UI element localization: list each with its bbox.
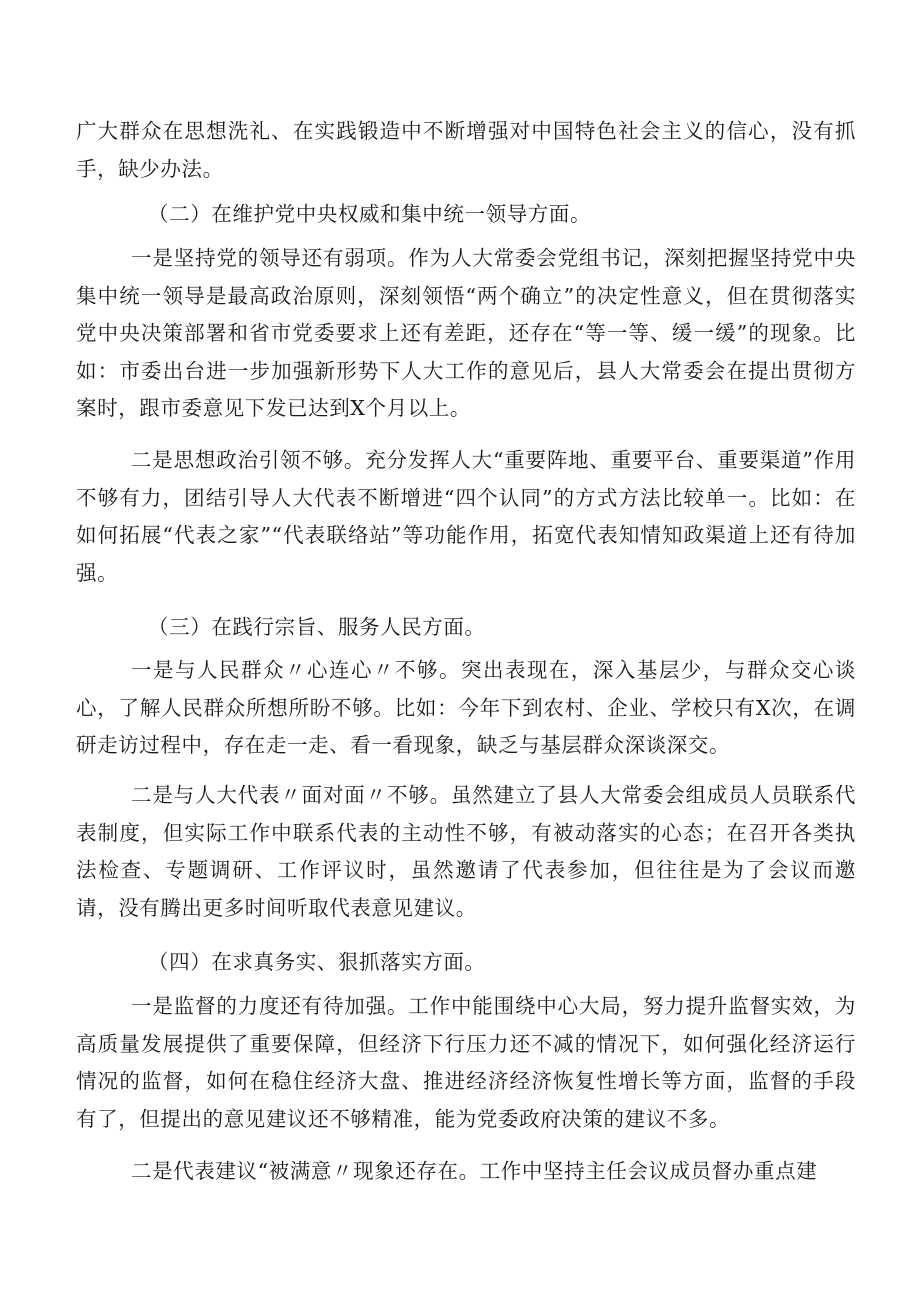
paragraph-supervision: 一是监督的力度还有待加强。工作中能围绕中心大局，努力提升监督实效，为高质量发展提供了重要保障，但经济下行压力还不减的情况下，如何强化经济运行情况的监督，如何在稳住经济大盘、推进经济经济恢复性增长等方面，监督的手段有了，但提出的意见建议还不够精准，能为党委政府决策的建议不多。 [76,994,856,1131]
paragraph-suggestions: 二是代表建议“被满意〃现象还存在。工作中坚持主任会议成员督办重点建 [131,1159,818,1183]
paragraph-party-leadership: 一是坚持党的领导还有弱项。作为人大常委会党组书记，深刻把握坚持党中央集中统一领导是最高政治原则，深刻领悟“两个确立”的决定性意义，但在贯彻落实党中央决策部署和省市党委要求上还有差距，还存在“等一等、缓一缓”的现象。比如：市委出台进一步加强新形势下人大工作的意见后，县人大常委会在提出贯彻方案时，跟市委意见下发已达到X个月以上。 [76,246,856,421]
paragraph-deputies: 二是与人大代表〃面对面〃不够。虽然建立了县人大常委会组成员人员联系代表制度，但实际工作中联系代表的主动性不够，有被动落实的心态；在召开各类执法检查、专题调研、工作评议时，虽然邀请了代表参加，但往往是为了会议而邀请，没有腾出更多时间听取代表意见建议。 [76,783,856,920]
section-heading-4: （四）在求真务实、狠抓落实方面。 [148,950,486,974]
section-heading-2: （二）在维护党中央权威和集中统一领导方面。 [148,202,592,226]
section-heading-3: （三）在践行宗旨、服务人民方面。 [148,615,486,639]
paragraph-continuation: 广大群众在思想洗礼、在实践锻造中不断增强对中国特色社会主义的信心，没有抓手，缺少办法。 [76,119,856,181]
paragraph-political-guidance: 二是思想政治引领不够。充分发挥人大“重要阵地、重要平台、重要渠道”作用不够有力，团结引导人大代表不断增进“四个认同”的方式方法比较单一。比如：在如何拓展“代表之家”“代表联络站”等功能作用，拓宽代表知情知政渠道上还有待加强。 [76,448,856,585]
paragraph-masses: 一是与人民群众〃心连心〃不够。突出表现在，深入基层少，与群众交心谈心，了解人民群众所想所盼不够。比如：今年下到农村、企业、学校只有X次，在调研走访过程中，存在走一走、看一看现象，缺乏与基层群众深谈深交。 [76,658,856,758]
